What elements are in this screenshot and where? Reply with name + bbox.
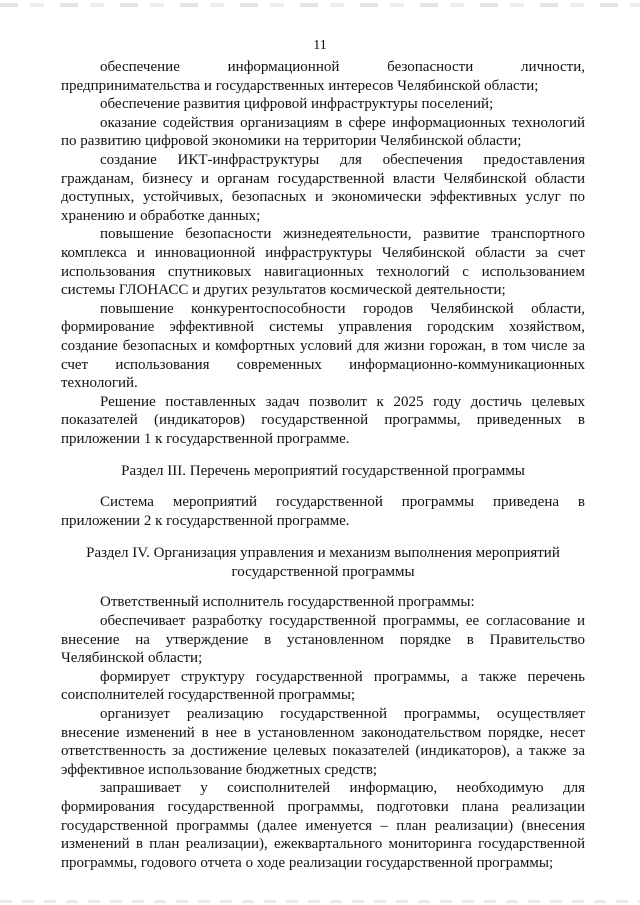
paragraph-ict-infrastructure: создание ИКТ-инфраструктуры для обеспечения предоставления гражданам, бизнесу и органам государственной власти Челябинской области доступных, устойчивых, безопасных и экономически эффективных услуг по хранению и обработке данных; <box>61 151 585 224</box>
paragraph-targets: Решение поставленных задач позволит к 2025 году достичь целевых показателей (индикаторов) государственной программы, приведенных в приложении 1 к государственной программе. <box>61 393 585 447</box>
section-3-heading: Раздел III. Перечень мероприятий государственной программы <box>121 463 525 480</box>
paragraph-info-security: обеспечение информационной безопасности личности, предпринимательства и государственных интересов Челябинской области; <box>61 59 585 94</box>
paragraph-responsible-executor: Ответственный исполнитель государственной программы: <box>100 594 475 611</box>
paragraph-it-support: оказание содействия организациям в сфере информационных технологий по развитию цифровой экономики на территории Челябинской области; <box>61 114 585 150</box>
page-number: 11 <box>313 38 327 53</box>
section-4-heading-line1: Раздел IV. Организация управления и механизм выполнения мероприятий <box>86 545 560 562</box>
paragraph-forms-structure: формирует структуру государственной программы, а также перечень соисполнителей государственной программы; <box>61 668 585 704</box>
paragraph-competitiveness: повышение конкурентоспособности городов Челябинской области, формирование эффективной системы управления городским хозяйством, создание безопасных и комфортных условий для жизни горожан, в том числе за счет использования современных информационно-коммуникационных технологий. <box>61 300 585 392</box>
paragraph-ensures-development: обеспечивает разработку государственной программы, ее согласование и внесение на утверждение в установленном порядке в Правительство Челябинской области; <box>61 613 585 667</box>
paragraph-organizes-implementation: организует реализацию государственной программы, осуществляет внесение изменений в нее в установленном законодательством порядке, несет ответственность за достижение целевых показателей (индикаторов), а также за эффективное использование бюджетных средств; <box>61 706 585 778</box>
paragraph-requests-information: запрашивает у соисполнителей информацию, необходимую для формирования государственной программы, подготовки плана реализации государственной программы (далее именуется – план реализации) (внесения изменений в план реализации), ежеквартального мониторинга государственной программы, годового отчета о ходе реализации государственной программы; <box>61 780 585 871</box>
section-4-heading-line2: государственной программы <box>231 563 415 580</box>
paragraph-digital-infrastructure: обеспечение развития цифровой инфраструктуры поселений; <box>100 96 494 113</box>
scan-artifact-bottom <box>0 900 640 903</box>
document-body <box>61 58 585 872</box>
section-3-text: Система мероприятий государственной программы приведена в приложении 2 к государственной программе. <box>61 494 585 529</box>
paragraph-glonass: повышение безопасности жизнедеятельности, развитие транспортного комплекса и инновационной инфраструктуры Челябинской области за счет использования спутниковых навигационных технологий с использованием системы ГЛОНАСС и других результатов космической деятельности; <box>61 226 585 299</box>
scan-artifact-top <box>0 3 640 7</box>
